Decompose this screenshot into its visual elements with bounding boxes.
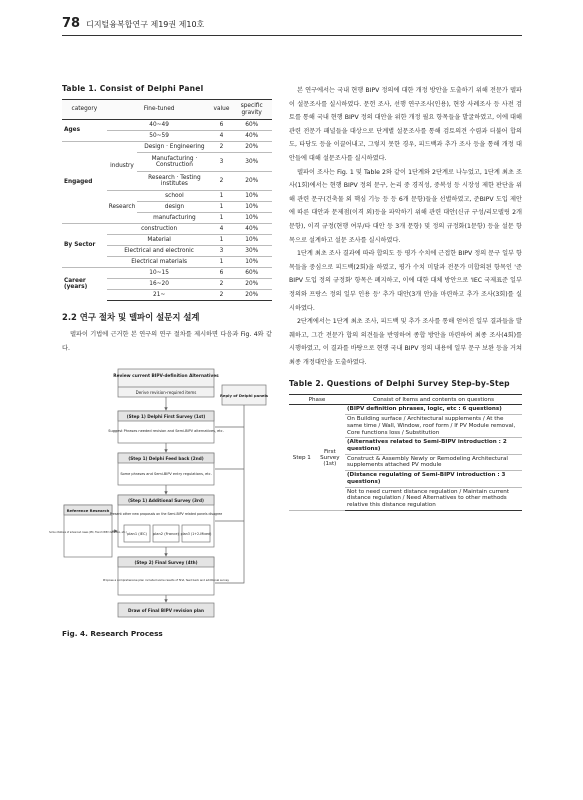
plan3-label: plan3 (1+2-Mixed) — [180, 532, 212, 537]
header-rule — [62, 35, 522, 36]
step1-survey-text: Suggest Phrases needed revision and Semi-BIPV alternatives, etc. — [108, 429, 224, 434]
cell-item: design — [137, 202, 211, 213]
table-row — [62, 142, 272, 153]
table2-caption: Table 2. Questions of Delphi Survey Step-by-Step — [289, 379, 510, 389]
cell-value: 2 — [212, 279, 232, 290]
additional-survey-title: (Step 1) Additional Survey (3rd) — [128, 498, 204, 504]
cell-value: 1 — [212, 191, 232, 202]
reply-panels: Reply of Delphi panels — [219, 393, 269, 399]
th-value: value — [212, 100, 232, 120]
feedback-text: Some phrases and Semi-BIPV entry regulations, etc. — [120, 472, 212, 477]
cell-value: 4 — [212, 224, 232, 235]
cell-pct: 40% — [231, 131, 272, 142]
cell-pct: 20% — [231, 279, 272, 290]
cell-value: 1 — [212, 257, 232, 268]
delphi-panel-table — [62, 99, 272, 301]
plan2-label: plan2 (France) — [153, 532, 179, 537]
question-cell: Construct & Assembly Newly or Remodeling Architectural supplements attached PV module — [345, 454, 522, 470]
cell-item: manufacturing — [137, 213, 211, 224]
th-category: category — [62, 100, 107, 120]
cell-pct: 60% — [231, 268, 272, 279]
cell-item: Manufacturing · Construction — [137, 153, 211, 172]
cell-item: construction — [107, 224, 212, 235]
step-label: Step 1 — [289, 405, 315, 510]
cell-pct: 10% — [231, 191, 272, 202]
cell-item: 21~ — [107, 290, 212, 301]
section-heading: 2.2 연구 절차 및 델파이 설문지 설계 — [62, 312, 200, 322]
paragraph-4: 2단계에서는 1단계 최초 조사, 피드백 및 추가 조사를 통해 얻어진 일부 결과들을 발췌하고, 그간 전문가 합의 의견들을 반영하여 종합 방안을 마련하여 최종 조사(4회)를 시행하였고, 이 결과를 바탕으로 현행 국내 BIPV 정의 내용에 일부 문구 보완 등을 거쳐 최종 개정대안을 도출하였다. — [289, 318, 522, 366]
delphi-questions-table — [289, 394, 522, 510]
review-sub: Derive revision-required items — [135, 390, 197, 396]
question-cell: (Distance regulating of Semi-BIPV introduction : 3 questions) — [345, 471, 522, 487]
cell-pct: 10% — [231, 202, 272, 213]
cell-value: 1 — [212, 213, 232, 224]
th-fine-tuned: Fine-tuned — [107, 100, 212, 120]
cell-pct: 20% — [231, 290, 272, 301]
section-paragraph: 델파이 기법에 근거한 본 연구의 연구 절차를 제시하면 다음과 Fig. 4와 같다. — [62, 331, 272, 352]
table-row — [62, 224, 272, 235]
question-cell: (Alternatives related to Semi-BIPV introduction : 2 questions) — [345, 438, 522, 454]
cell-value: 2 — [212, 290, 232, 301]
review-title: Review current BIPV-definition Alternatives — [113, 374, 219, 380]
step2-survey-text: Propose a comprehensive plan included some results of first, feed back and additional survey — [102, 578, 230, 583]
cell-item: school — [137, 191, 211, 202]
step1-survey-title: (Step 1) Delphi First Survey (1st) — [126, 414, 206, 420]
paragraph-2: 델파이 조사는 Fig. 1 및 Table 2와 같이 1단계와 2단계로 나누었고, 1단계 최초 조사(1회)에서는 현행 BIPV 정의 문구, 논리 중 경직성, 중복성 등 시장성 제한 판단을 위해 관련 문구(건축물 외 핵심 기능 등 등 6개 문항)들을 선별하였고, 준BIPV 도입 제안에 따른 대안과 문제점(이격 외)등을 파악하기 위해 관련 대안(신규 구성/리모델링 2개 문항), 이격 규정(현행 여부/타 대안 등 3개 문항) 및 정의 규정화(1문항) 등을 설문 항목으로 설계하고 설문 조사를 실시하였다. — [289, 168, 522, 244]
cell-item: 16~20 — [107, 279, 212, 290]
paragraph-1: 본 연구에서는 국내 현행 BIPV 정의에 대한 개정 방안을 도출하기 위해 전문가 델파이 설문조사를 실시하였다. 문헌 조사, 선행 연구조사(인용), 현장 사례조사 등 사전 검토를 통해 국내 현행 BIPV 정의 대안을 위한 개정 필요 항목들을 발굴하였고, 이에 대해 관련 전문가 패널들을 대상으로 단계별 설문조사를 통해 검토의견 수렴과 더불어 합의도, 타당도 등을 이끌어내고, 그렇지 못한 경우, 피드백과 추가 조사 등을 통해 개정 대안들에 대해 설문조사를 실시하였다. — [289, 87, 522, 162]
question-cell: (BIPV definition phrases, logic, etc : 6 questions) — [345, 405, 522, 415]
cell-pct: 20% — [231, 142, 272, 153]
reference-title: Reference Research — [66, 508, 110, 514]
research-process-figure — [49, 365, 272, 623]
cell-pct: 40% — [231, 224, 272, 235]
cell-value: 3 — [212, 153, 232, 172]
step1-feedback-title: (Step 1) Delphi Feed back (2nd) — [128, 456, 204, 462]
question-cell: Not to need current distance regulation / Maintain current distance regulation / Need Alternatives to other methods relative this distance regulation — [345, 487, 522, 510]
survey-label: First Survey (1st) — [315, 405, 345, 510]
question-cell: On Building surface / Architectural supplements / At the same time / Wall, Window, roof form / If PV Module removal, Core functions loss / Substitution — [345, 415, 522, 438]
paragraph-3: 1단계 최초 조사 결과에 따라 합의도 등 평가 수치에 근접한 BIPV 정의 문구 일부 항목들을 중심으로 피드백(2회)을 하였고, 평가 수치 미달과 전문가 미합의된 항목인 '준BIPV 도입 정의 규정화' 항목은 폐지하고, 이에 대한 대체 방안으로 'IEC 국제표준 일부 정의와 프랑스 정의 일부 인용 등' 추가 대안(3개 안)을 마련하고 추가 조사(3회)를 실시하였다. — [289, 250, 522, 312]
journal-title: 디지털융복합연구 제19권 제10호 — [86, 20, 205, 29]
cell-item: 50~59 — [107, 131, 212, 142]
table-row — [289, 405, 522, 415]
cell-pct: 20% — [231, 172, 272, 191]
cell-item: Electrical materials — [107, 257, 212, 268]
final-plan-label: Draw of Final BIPV revision plan — [128, 608, 204, 614]
cell-value: 1 — [212, 202, 232, 213]
cell-pct: 30% — [231, 246, 272, 257]
cell-value: 6 — [212, 120, 232, 131]
cell-item: Electrical and electronic — [107, 246, 212, 257]
cell-value: 6 — [212, 268, 232, 279]
cell-value: 1 — [212, 235, 232, 246]
plan1-label: plan1 (IEC) — [127, 532, 147, 537]
th-specific-gravity: specific gravity — [231, 100, 272, 120]
row-subgroup-label: industry — [107, 142, 138, 191]
table1-caption: Table 1. Consist of Delphi Panel — [62, 84, 204, 93]
figure4-caption: Fig. 4. Research Process — [62, 629, 163, 639]
cell-value: 2 — [212, 142, 232, 153]
cell-value: 4 — [212, 131, 232, 142]
page-number: 78 — [62, 16, 81, 31]
th-content: Consist of Items and contents on questions — [345, 395, 522, 405]
cell-pct: 10% — [231, 235, 272, 246]
step2-survey-title: (Step 2) Final Survey (4th) — [134, 560, 198, 566]
left-column — [49, 84, 272, 639]
running-header — [62, 16, 522, 34]
cell-item: 40~49 — [107, 120, 212, 131]
cell-value: 2 — [212, 172, 232, 191]
cell-item: Research · Testing institutes — [137, 172, 211, 191]
right-column — [289, 84, 522, 511]
row-group-label: Career (years) — [62, 268, 107, 301]
cell-item: Material — [107, 235, 212, 246]
table-row — [62, 120, 272, 131]
cell-item: 10~15 — [107, 268, 212, 279]
flowchart — [49, 365, 272, 623]
cell-pct: 30% — [231, 153, 272, 172]
reference-text: Some citations of advanced cases (IEC, French BIPV definition, etc.) — [49, 531, 127, 535]
table-row — [62, 268, 272, 279]
row-group-label: By Sector — [62, 224, 107, 268]
row-group-label: Engaged — [62, 142, 107, 224]
cell-item: Design · Engineering — [137, 142, 211, 153]
cell-pct: 10% — [231, 213, 272, 224]
additional-survey-text: Present other new proposals on the Semi-BIPV related panels disagree — [109, 512, 223, 517]
row-subgroup-label: Research — [107, 191, 138, 224]
th-phase: Phase — [289, 395, 345, 405]
row-group-label: Ages — [62, 120, 107, 142]
cell-pct: 60% — [231, 120, 272, 131]
cell-value: 3 — [212, 246, 232, 257]
cell-pct: 10% — [231, 257, 272, 268]
